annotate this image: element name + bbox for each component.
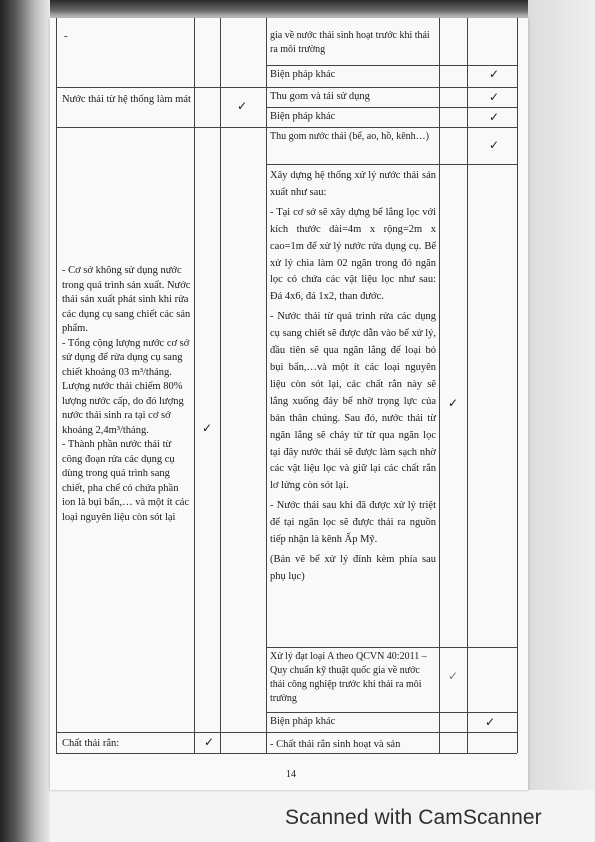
source-paragraph: - Thành phần nước thải từ công đoạn rửa các dụng cụ dùng trong quá trình sang chiết, pha chế có chứa phần ion là bụi bẩn,… và một ít các loại nguyên liệu còn sót lại xyxy=(62,439,190,523)
solid-waste-solution: - Chất thải rắn sinh hoạt và sản xyxy=(270,739,401,750)
solid-waste-source: Chất thải rắn: xyxy=(62,738,120,749)
check-icon: ✓ xyxy=(202,421,213,435)
production-other-option: Biện pháp khác xyxy=(270,716,336,727)
check-icon: ✓ xyxy=(489,67,500,81)
check-icon: ✓ xyxy=(489,110,500,124)
source-paragraph: - Tổng cộng lượng nước cơ sở sử dụng để rửa dụng cụ sang chiết khoảng 03 m³/tháng. Lượng nước thải chiếm 80% lượng nước cấp, do đó lượng nước thải sinh ra tại cơ sở khoảng 2,4m³/tháng. xyxy=(62,337,190,436)
collect-option: Thu gom nước thải (bể, ao, hồ, kênh…) xyxy=(270,131,430,142)
check-icon: ✓ xyxy=(237,99,248,113)
treatment-paragraph: Xây dựng hệ thống xử lý nước thải sản xuất như sau: xyxy=(270,170,436,198)
check-icon: ✓ xyxy=(489,138,500,152)
treatment-description xyxy=(270,168,436,586)
page-number: 14 xyxy=(286,769,296,780)
check-icon: ✓ xyxy=(448,669,459,683)
cooling-reuse-option: Thu gom và tái sử dụng xyxy=(270,91,370,102)
check-icon: ✓ xyxy=(448,396,459,410)
stray-mark: - xyxy=(64,30,68,42)
treatment-paragraph: (Bản vẽ bể xử lý đính kèm phía sau phụ lục) xyxy=(270,553,436,582)
other-measure-label-1: Biện pháp khác xyxy=(270,69,336,80)
check-icon: ✓ xyxy=(204,735,215,749)
production-wastewater-source xyxy=(62,264,192,525)
cooling-other-option: Biện pháp khác xyxy=(270,111,336,122)
continued-solution-text: gia về nước thải sinh hoạt trước khi thải ra môi trường xyxy=(270,30,430,55)
treatment-paragraph: - Nước thải sau khi đã được xử lý triệt để tại ngăn lọc sẽ được thải ra nguồn tiếp nhận là kênh Ấp Mỹ. xyxy=(270,500,436,546)
scan-shadow-top xyxy=(0,0,595,18)
scan-margin-right xyxy=(528,0,595,790)
standard-option: Xử lý đạt loại A theo QCVN 40:2011 – Quy chuẩn kỹ thuật quốc gia về nước thải công nghiệp trước khi thải ra môi trường xyxy=(270,651,427,704)
scan-shadow-left xyxy=(0,0,50,842)
treatment-paragraph: - Nước thải từ quá trình rửa các dụng cụ sang chiết sẽ được dẫn vào bể xử lý, đầu tiên sẽ qua ngăn lắng để loại bỏ bụi bẩn,…và một ít các loại nguyên liệu còn sót lại, các chất rắn này sẽ lắng xuống đáy bể nhờ trọng lực của bản thân chúng. Sau đó, nước thải từ ngăn lắng sẽ chảy từ từ qua ngăn lọc tại đây nước thải sẽ được làm sạch nhờ các vật liệu lọc và giữ lại các chất rắn lơ lửng còn sót lại. xyxy=(270,311,436,492)
camscanner-watermark: Scanned with CamScanner xyxy=(285,806,542,829)
source-paragraph: - Cơ sở không sử dụng nước trong quá trình sản xuất. Nước thải sản xuất phát sinh khi rửa các dụng cụ sang chiết các sản phẩm. xyxy=(62,265,191,334)
cooling-water-source: Nước thải từ hệ thống làm mát xyxy=(62,94,191,105)
treatment-paragraph: - Tại cơ sở sẽ xây dựng bể lắng lọc với kích thước dài=4m x rộng=2m x cao=1m để xử lý nước rửa dụng cụ. Bể xử lý chia làm 02 ngăn trong đó ngăn lọc có chứa các vật liệu lọc như sau: Đá 4x6, đá 1x2, than đước. xyxy=(270,206,436,303)
check-icon: ✓ xyxy=(485,715,496,729)
check-icon: ✓ xyxy=(489,90,500,104)
